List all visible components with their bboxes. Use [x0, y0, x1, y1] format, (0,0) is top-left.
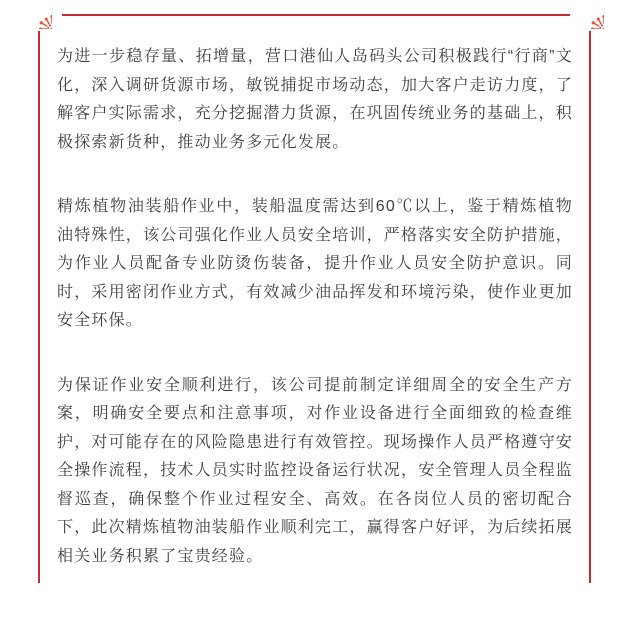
article-paragraph: 为进一步稳存量、拓增量，营口港仙人岛码头公司积极践行“行商”文化，深入调研货源市场，敏锐捕捉市场动态，加大客户走访力度，了解客户实际需求，充分挖掘潜力货源，在巩固传统业务的基础上，积极探索新货种，推动业务多元化发展。: [57, 48, 574, 151]
article-paragraph: 为保证作业安全顺利进行，该公司提前制定详细周全的安全生产方案，明确安全要点和注意事项，对作业设备进行全面细致的检查维护，对可能存在的风险隐患进行有效管控。现场操作人员严格遵守安全操作流程，技术人员实时监控设备运行状况，安全管理人员全程监督巡查，确保整个作业过程安全、高效。在各岗位人员的密切配合下，此次精炼植物油装船作业顺利完工，赢得客户好评，为后续拓展相关业务积累了宝贵经验。: [57, 376, 574, 565]
article-paragraph: 精炼植物油装船作业中，装船温度需达到60℃以上，鉴于精炼植物油特殊性，该公司强化作业人员安全培训，严格落实安全防护措施，为作业人员配备专业防烫伤装备，提升作业人员安全防护意识。同时，采用密闭作业方式，有效减少油品挥发和环境污染，使作业更加安全环保。: [57, 198, 574, 329]
firework-burst-icon: [576, 1, 604, 29]
left-border-line: [38, 31, 40, 583]
firework-burst-icon: [24, 1, 52, 29]
article-body: [57, 43, 573, 571]
right-border-line: [589, 31, 591, 583]
top-divider-line: [62, 14, 570, 16]
